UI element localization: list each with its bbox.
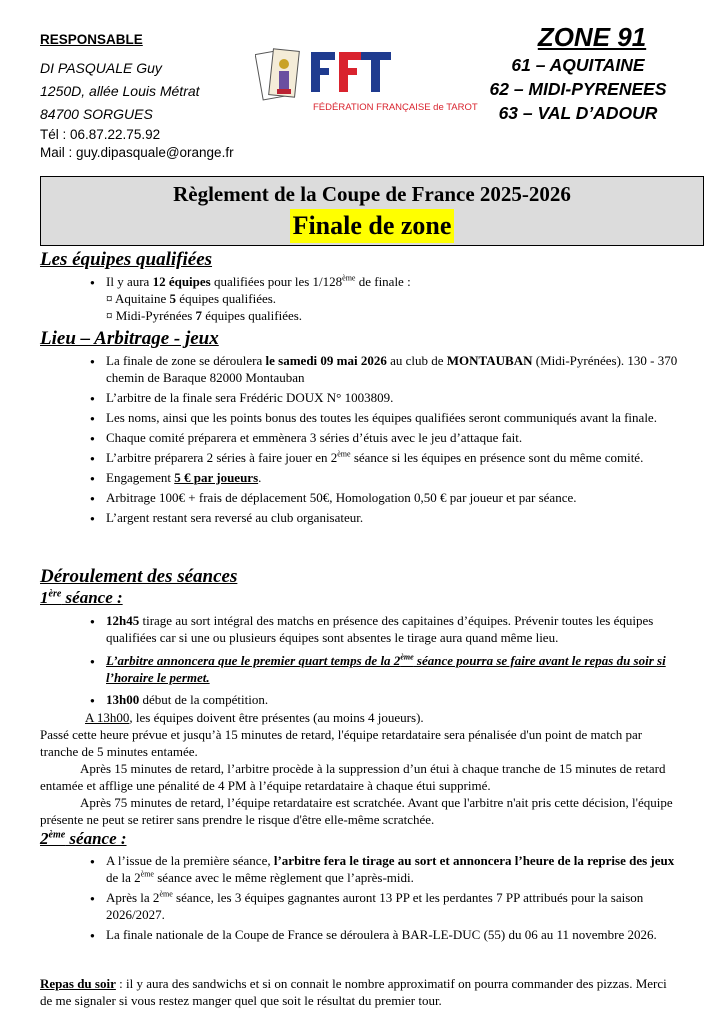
list-item: ● Les noms, ainsi que les points bonus des toutes les équipes qualifiées seront communiqués avant la finale. bbox=[40, 409, 680, 426]
title-box bbox=[40, 176, 704, 246]
paragraph: Repas du soir : il y aura des sandwichs et si on connait le nombre approximatif on pourra commander des pizzas. Merci de me signaler si vous restez manger quel que soit le résultat du premier tour. bbox=[40, 976, 667, 1008]
aquitaine-line: ¤ Aquitaine 5 équipes qualifiées. bbox=[106, 291, 277, 306]
section-lieu-title: Lieu – Arbitrage - jeux bbox=[40, 328, 219, 349]
seance-2 bbox=[40, 852, 680, 943]
responsable-label: RESPONSABLE bbox=[40, 32, 143, 47]
paragraph: Après 15 minutes de retard, l’arbitre procède à la suppression d’un étui à chaque tranche de 15 minutes de retard entamée et afflige une pénalité de 4 PM à l’équipe retardataire à chaque étui supprimé. bbox=[40, 761, 666, 793]
list-item: ● L’arbitre annoncera que le premier quart temps de la 2ème séance pourra se faire avant le repas du soir si l’horaire le permet. bbox=[40, 652, 680, 686]
seance-1-title: 1ère séance : bbox=[40, 588, 123, 607]
section-equipes bbox=[40, 273, 680, 324]
seance-2-title: 2ème séance : bbox=[40, 829, 127, 848]
fft-letters-icon bbox=[311, 52, 391, 92]
section-equipes-title: Les équipes qualifiées bbox=[40, 249, 213, 270]
midi-pyrenees-line: ¤ Midi-Pyrénées 7 équipes qualifiées. bbox=[106, 308, 303, 323]
section-deroulement-title: Déroulement des séances bbox=[40, 566, 238, 587]
list-item: ● Arbitrage 100€ + frais de déplacement 50€, Homologation 0,50 € par joueur et par séance. bbox=[40, 489, 680, 506]
contact-name: DI PASQUALE Guy bbox=[40, 60, 162, 76]
seance-1 bbox=[40, 612, 680, 828]
zone-region-62: 62 – MIDI-PYRENEES bbox=[489, 79, 667, 99]
contact-tel: Tél : 06.87.22.75.92 bbox=[40, 127, 161, 142]
list-item: ● L’arbitre de la finale sera Frédéric DOUX N° 1003809. bbox=[40, 389, 680, 406]
section-lieu bbox=[40, 352, 680, 526]
list-item: ● La finale de zone se déroulera le samedi 09 mai 2026 au club de MONTAUBAN (Midi-Pyrénées). 130 - 370 chemin de Baraque 82000 Montauban bbox=[40, 352, 680, 386]
paragraph: Passé cette heure prévue et jusqu’à 15 minutes de retard, l'équipe retardataire sera pénalisée d'un point de match par tranche de 5 minutes entamée. bbox=[40, 727, 643, 759]
fft-logo bbox=[255, 44, 485, 120]
page-subtitle: Finale de zone bbox=[290, 209, 455, 243]
contact-address2: 84700 SORGUES bbox=[40, 106, 153, 122]
paragraph: Après 75 minutes de retard, l’équipe retardataire est scratchée. Avant que l'arbitre n'ait pris cette décision, l'équipe présente ne peut se retirer sans prendre le risque d'être elle-même scratchée. bbox=[40, 795, 673, 827]
list-item: ● L’argent restant sera reversé au club organisateur. bbox=[40, 509, 680, 526]
list-item: ● A l’issue de la première séance, l’arbitre fera le tirage au sort et annoncera l’heure de la reprise des jeux de la 2ème séance avec le même règlement que l’après-midi. bbox=[40, 852, 680, 886]
list-item: ● Engagement 5 € par joueurs. bbox=[40, 469, 680, 486]
fft-logo-graphic bbox=[255, 44, 485, 120]
list-item: ● L’arbitre préparera 2 séries à faire jouer en 2ème séance si les équipes en présence sont du même comité. bbox=[40, 449, 680, 466]
zone-title: ZONE 91 bbox=[537, 22, 647, 52]
repas-du-soir bbox=[40, 975, 680, 1009]
tarot-cards-icon bbox=[255, 49, 299, 100]
page-title: Règlement de la Coupe de France 2025-2026 bbox=[173, 182, 571, 206]
contact-address1: 1250D, allée Louis Métrat bbox=[40, 83, 200, 99]
list-item: ● Après la 2ème séance, les 3 équipes gagnantes auront 13 PP et les perdantes 7 PP attribués pour la saison 2026/2027. bbox=[40, 889, 680, 923]
contact-mail: Mail : guy.dipasquale@orange.fr bbox=[40, 145, 234, 160]
list-item: ● 12h45 tirage au sort intégral des matchs en présence des capitaines d’équipes. Prévenir toutes les équipes qualifiées car si une ou plusieurs équipes sont absentes le tirage aura quand même lieu. bbox=[40, 612, 680, 646]
list-item: ● Il y aura 12 équipes qualifiées pour les 1/128ème de finale : bbox=[40, 273, 680, 290]
list-item: ● 13h00 début de la compétition. bbox=[40, 691, 680, 708]
list-item: ● Chaque comité préparera et emmènera 3 séries d’étuis avec le jeu d’attaque fait. bbox=[40, 429, 680, 446]
paragraph: A 13h00, les équipes doivent être présentes (au moins 4 joueurs). bbox=[85, 710, 424, 725]
zone-region-63: 63 – VAL D’ADOUR bbox=[498, 103, 658, 123]
fft-logo-text: FÉDÉRATION FRANÇAISE de TAROT bbox=[313, 102, 478, 113]
zone-region-61: 61 – AQUITAINE bbox=[511, 55, 645, 75]
zone-block bbox=[458, 22, 698, 125]
list-item: ● La finale nationale de la Coupe de France se déroulera à BAR-LE-DUC (55) du 06 au 11 novembre 2026. bbox=[40, 926, 680, 943]
